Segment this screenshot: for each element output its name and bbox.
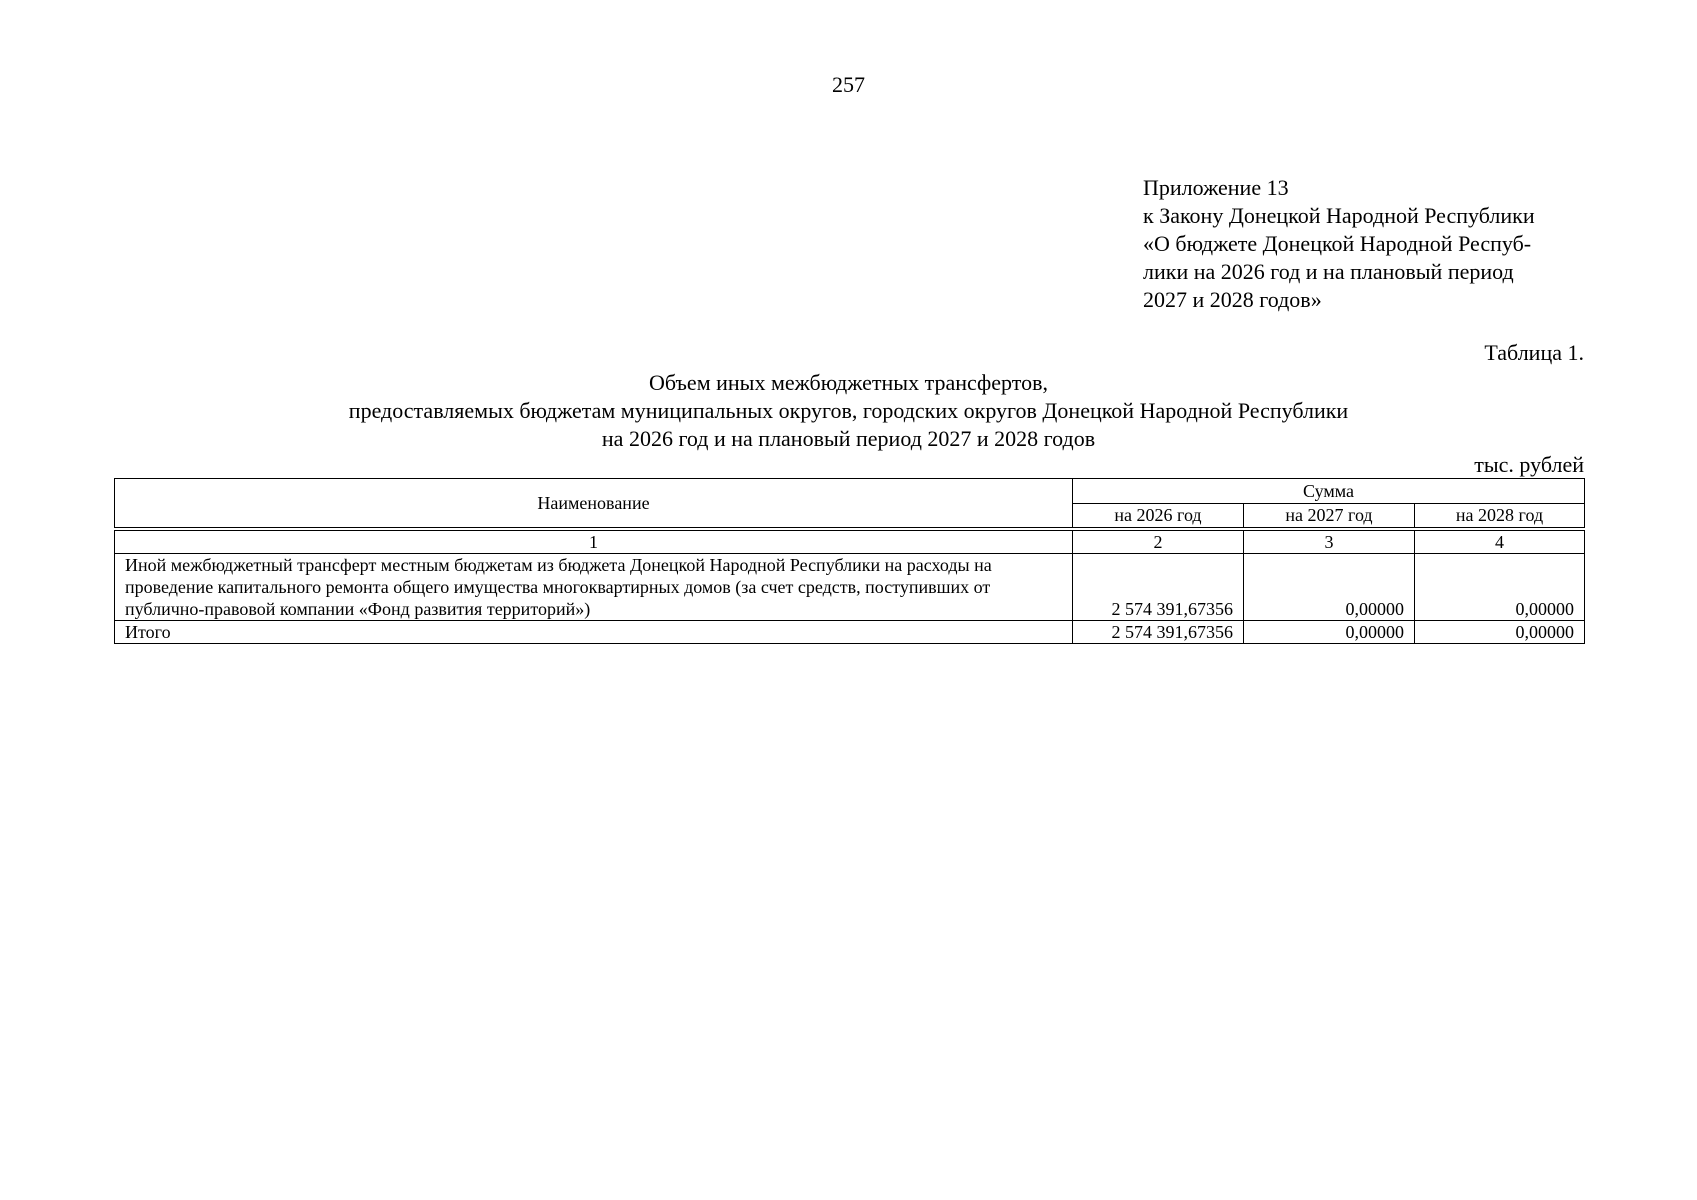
column-number: 4	[1415, 531, 1585, 554]
row-value-2028: 0,00000	[1415, 554, 1585, 621]
total-row	[115, 621, 1585, 644]
table-label: Таблица 1.	[1484, 340, 1584, 365]
table-header-row	[115, 479, 1585, 504]
header-year-2026: на 2026 год	[1073, 503, 1244, 528]
row-value-2027: 0,00000	[1244, 554, 1415, 621]
column-number: 1	[115, 531, 1073, 554]
total-name: Итого	[115, 621, 1073, 644]
units-label: тыс. рублей	[1474, 452, 1584, 477]
column-number: 3	[1244, 531, 1415, 554]
appendix-line: к Закону Донецкой Народной Республики	[1143, 203, 1535, 228]
title-line: предоставляемых бюджетам муниципальных округов, городских округов Донецкой Народной Республики	[348, 398, 1349, 423]
appendix-line: 2027 и 2028 годов»	[1143, 287, 1322, 312]
appendix-line: лики на 2026 год и на плановый период	[1143, 259, 1514, 284]
header-year-2027: на 2027 год	[1244, 503, 1415, 528]
total-value-2026: 2 574 391,67356	[1073, 621, 1244, 644]
title-line: на 2026 год и на плановый период 2027 и 2028 годов	[601, 426, 1096, 451]
page-number: 257	[832, 72, 865, 97]
total-value-2027: 0,00000	[1244, 621, 1415, 644]
header-name: Наименование	[115, 479, 1073, 528]
title-line: Объем иных межбюджетных трансфертов,	[649, 370, 1048, 395]
header-year-2028: на 2028 год	[1415, 503, 1585, 528]
row-value-2026: 2 574 391,67356	[1073, 554, 1244, 621]
document-title	[0, 369, 1697, 453]
appendix-line: Приложение 13	[1143, 175, 1289, 200]
budget-table	[114, 478, 1585, 644]
table-row	[115, 554, 1585, 621]
total-value-2028: 0,00000	[1415, 621, 1585, 644]
appendix-line: «О бюджете Донецкой Народной Респуб-	[1143, 231, 1532, 256]
row-name: Иной межбюджетный трансферт местным бюджетам из бюджета Донецкой Народной Республики на расходы на проведение капитального ремонта общего имущества многоквартирных домов (за счет средств, поступивших от публично-правовой компании «Фонд развития территорий»)	[115, 554, 1073, 621]
column-numbers-row	[115, 531, 1585, 554]
header-sum: Сумма	[1073, 479, 1585, 504]
column-number: 2	[1073, 531, 1244, 554]
appendix-block	[1143, 174, 1603, 314]
